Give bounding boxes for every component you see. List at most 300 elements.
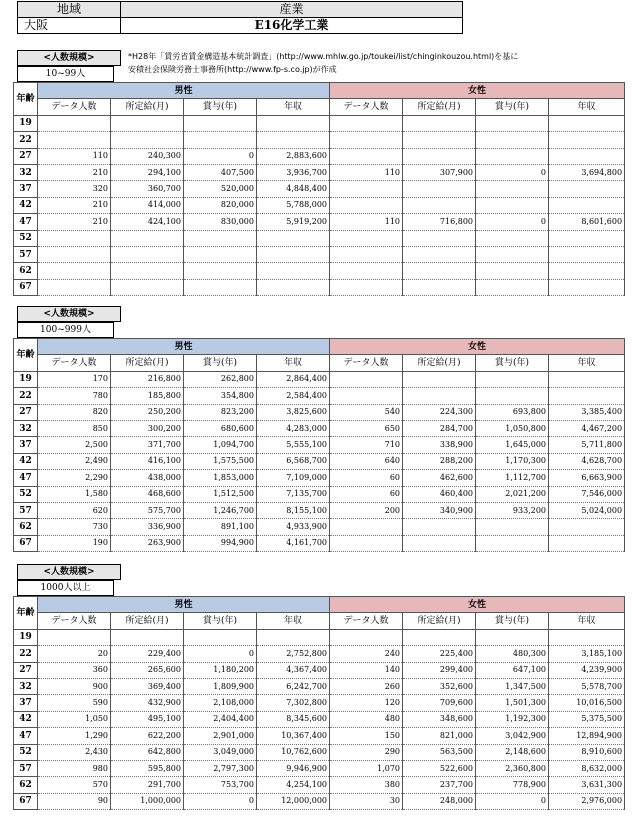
male-count-header: データ人数 [38,355,111,371]
age-cell: 67 [14,535,38,551]
female-value-cell [549,279,625,295]
age-cell: 47 [14,470,38,486]
male-value-cell: 2,108,000 [184,695,257,711]
table-row [14,711,625,727]
male-value-cell: 1,809,900 [184,678,257,694]
table-row [14,486,625,502]
male-bonus-header: 賞与(年) [184,99,257,115]
female-value-cell: 10,016,500 [549,695,625,711]
male-header: 男性 [38,339,330,355]
female-value-cell: 7,546,000 [549,486,625,502]
female-annual-header: 年収 [549,99,625,115]
male-value-cell: 190 [38,535,111,551]
female-value-cell: 60 [330,470,403,486]
female-value-cell [403,181,476,197]
male-value-cell: 850 [38,420,111,436]
female-value-cell [403,519,476,535]
female-value-cell: 0 [476,793,549,809]
female-value-cell [330,371,403,387]
female-annual-header: 年収 [549,613,625,629]
female-value-cell: 1,112,700 [476,470,549,486]
female-value-cell: 460,400 [403,486,476,502]
table-row [14,404,625,420]
male-value-cell: 994,900 [184,535,257,551]
male-value-cell [257,230,330,246]
table-row [14,728,625,744]
male-value-cell: 210 [38,214,111,230]
female-value-cell: 4,467,200 [549,420,625,436]
female-value-cell: 150 [330,728,403,744]
table-row [14,760,625,776]
male-value-cell: 320 [38,181,111,197]
male-value-cell: 1,094,700 [184,437,257,453]
female-value-cell [330,246,403,262]
female-value-cell [476,197,549,213]
female-value-cell: 3,694,800 [549,164,625,180]
age-cell: 47 [14,214,38,230]
salary-table-2 [13,596,625,810]
male-value-cell [184,230,257,246]
female-value-cell [476,535,549,551]
female-value-cell [403,115,476,131]
age-cell: 67 [14,793,38,809]
male-value-cell: 0 [184,793,257,809]
male-value-cell: 590 [38,695,111,711]
female-count-header: データ人数 [330,99,403,115]
female-value-cell: 480 [330,711,403,727]
table-row [14,744,625,760]
male-value-cell: 575,700 [111,502,184,518]
male-value-cell: 1,246,700 [184,502,257,518]
male-value-cell: 2,490 [38,453,111,469]
salary-table-0 [13,82,625,296]
female-value-cell: 340,900 [403,502,476,518]
age-cell: 19 [14,371,38,387]
male-value-cell: 7,109,000 [257,470,330,486]
table-row [14,646,625,662]
male-value-cell: 4,161,700 [257,535,330,551]
male-value-cell [257,279,330,295]
source-note-line1: *H28年「賃労省賃金構造基本統計調査」(http://www.mhlw.go.jp/toukei/list/chinginkouzou.html)を基に [128,52,519,61]
table-row [14,115,625,131]
female-value-cell: 12,894,900 [549,728,625,744]
male-value-cell: 780 [38,388,111,404]
female-value-cell [403,535,476,551]
female-value-cell: 237,700 [403,777,476,793]
female-value-cell [476,279,549,295]
male-value-cell: 495,100 [111,711,184,727]
female-value-cell [330,148,403,164]
size-title-1: <人数規模> [17,306,121,322]
region-industry-table [17,1,463,34]
male-value-cell: 185,800 [111,388,184,404]
male-value-cell [257,246,330,262]
male-value-cell: 414,000 [111,197,184,213]
male-value-cell [111,115,184,131]
male-value-cell: 4,848,400 [257,181,330,197]
male-value-cell [111,279,184,295]
male-value-cell: 595,800 [111,760,184,776]
male-value-cell: 0 [184,646,257,662]
female-value-cell: 288,200 [403,453,476,469]
female-value-cell: 8,601,600 [549,214,625,230]
table-row [14,453,625,469]
male-value-cell: 2,404,400 [184,711,257,727]
size-value-1: 100~999人 [17,322,114,338]
female-value-cell: 307,900 [403,164,476,180]
male-value-cell: 424,100 [111,214,184,230]
age-cell: 32 [14,678,38,694]
male-value-cell: 438,000 [111,470,184,486]
male-value-cell: 10,762,600 [257,744,330,760]
male-value-cell: 9,946,900 [257,760,330,776]
male-value-cell: 6,242,700 [257,678,330,694]
female-header: 女性 [330,83,625,99]
male-value-cell: 1,512,500 [184,486,257,502]
female-bonus-header: 賞与(年) [476,613,549,629]
female-value-cell [476,148,549,164]
male-value-cell [38,230,111,246]
male-value-cell: 360 [38,662,111,678]
female-value-cell: 5,711,800 [549,437,625,453]
female-value-cell [330,535,403,551]
female-value-cell: 110 [330,214,403,230]
age-cell: 27 [14,662,38,678]
table-row [14,420,625,436]
male-value-cell: 432,900 [111,695,184,711]
female-count-header: データ人数 [330,355,403,371]
female-value-cell: 3,185,100 [549,646,625,662]
female-value-cell [476,115,549,131]
female-value-cell: 60 [330,486,403,502]
female-value-cell: 3,385,400 [549,404,625,420]
male-value-cell: 2,864,400 [257,371,330,387]
female-value-cell: 290 [330,744,403,760]
female-salary-header: 所定給(月) [403,99,476,115]
table-row [14,437,625,453]
female-value-cell: 4,628,700 [549,453,625,469]
table-row [14,279,625,295]
female-salary-header: 所定給(月) [403,613,476,629]
female-value-cell: 2,360,800 [476,760,549,776]
female-value-cell: 540 [330,404,403,420]
male-value-cell: 4,283,000 [257,420,330,436]
table-row [14,197,625,213]
male-value-cell: 680,600 [184,420,257,436]
age-cell: 27 [14,148,38,164]
male-value-cell: 891,100 [184,519,257,535]
female-value-cell: 1,645,000 [476,437,549,453]
size-title-0: <人数規模> [17,50,121,66]
female-value-cell: 693,800 [476,404,549,420]
male-value-cell: 2,584,400 [257,388,330,404]
table-row [14,263,625,279]
male-value-cell: 2,797,300 [184,760,257,776]
female-value-cell [476,371,549,387]
female-value-cell: 380 [330,777,403,793]
male-value-cell [184,115,257,131]
female-value-cell [330,181,403,197]
female-value-cell [330,629,403,645]
female-value-cell [330,263,403,279]
male-value-cell: 1,050 [38,711,111,727]
male-value-cell [111,230,184,246]
age-header: 年齢 [14,83,38,116]
female-value-cell [330,388,403,404]
female-value-cell: 640 [330,453,403,469]
female-value-cell: 2,148,600 [476,744,549,760]
source-note-line2: 安積社会保険労務士事務所(http://www.fp-s.co.jp)が作成 [128,65,337,74]
female-salary-header: 所定給(月) [403,355,476,371]
age-cell: 57 [14,502,38,518]
size-value-2: 1000人以上 [17,580,114,596]
male-salary-header: 所定給(月) [111,613,184,629]
female-value-cell: 284,700 [403,420,476,436]
female-value-cell: 462,600 [403,470,476,486]
female-value-cell: 1,347,500 [476,678,549,694]
female-value-cell [403,148,476,164]
female-value-cell [549,535,625,551]
female-value-cell: 522,600 [403,760,476,776]
female-value-cell: 3,631,300 [549,777,625,793]
female-value-cell: 709,600 [403,695,476,711]
male-value-cell [184,132,257,148]
female-value-cell [476,132,549,148]
female-value-cell: 224,300 [403,404,476,420]
female-value-cell: 338,900 [403,437,476,453]
male-value-cell: 170 [38,371,111,387]
female-value-cell [330,279,403,295]
female-value-cell: 6,663,900 [549,470,625,486]
female-value-cell: 8,632,000 [549,760,625,776]
male-value-cell: 229,400 [111,646,184,662]
male-value-cell: 110 [38,148,111,164]
male-value-cell: 354,800 [184,388,257,404]
female-value-cell: 716,800 [403,214,476,230]
female-value-cell: 352,600 [403,678,476,694]
table-row [14,662,625,678]
male-value-cell: 2,752,800 [257,646,330,662]
female-value-cell [549,388,625,404]
age-cell: 22 [14,388,38,404]
female-value-cell [549,246,625,262]
female-value-cell [549,263,625,279]
female-value-cell [403,629,476,645]
age-header: 年齢 [14,339,38,372]
female-value-cell [403,132,476,148]
female-value-cell [476,181,549,197]
region-label: 地域 [18,2,121,18]
age-cell: 62 [14,519,38,535]
male-value-cell: 520,000 [184,181,257,197]
female-value-cell: 1,501,300 [476,695,549,711]
table-row [14,502,625,518]
female-value-cell: 248,000 [403,793,476,809]
female-value-cell [476,246,549,262]
male-value-cell [257,629,330,645]
male-value-cell [111,263,184,279]
female-value-cell [549,629,625,645]
female-value-cell: 4,239,900 [549,662,625,678]
female-value-cell [476,629,549,645]
female-value-cell [549,519,625,535]
age-cell: 37 [14,437,38,453]
female-value-cell: 225,400 [403,646,476,662]
female-value-cell: 1,050,800 [476,420,549,436]
age-cell: 19 [14,629,38,645]
female-value-cell: 120 [330,695,403,711]
male-value-cell: 3,825,600 [257,404,330,420]
male-count-header: データ人数 [38,99,111,115]
male-value-cell: 3,936,700 [257,164,330,180]
male-value-cell: 570 [38,777,111,793]
male-value-cell: 291,700 [111,777,184,793]
male-value-cell: 240,300 [111,148,184,164]
industry-value: E16化学工業 [121,18,463,34]
female-value-cell [549,132,625,148]
female-value-cell [330,230,403,246]
male-value-cell: 0 [184,148,257,164]
male-value-cell: 2,901,000 [184,728,257,744]
male-value-cell: 820,000 [184,197,257,213]
table-row [14,695,625,711]
female-value-cell [330,519,403,535]
female-header: 女性 [330,597,625,613]
female-value-cell: 2,021,200 [476,486,549,502]
male-value-cell [111,629,184,645]
table-row [14,793,625,809]
male-value-cell: 823,200 [184,404,257,420]
age-cell: 37 [14,181,38,197]
male-salary-header: 所定給(月) [111,355,184,371]
age-cell: 52 [14,230,38,246]
male-value-cell: 20 [38,646,111,662]
table-row [14,388,625,404]
male-value-cell: 4,933,900 [257,519,330,535]
male-value-cell [184,246,257,262]
source-note [128,50,518,76]
table-row [14,164,625,180]
female-value-cell: 1,192,300 [476,711,549,727]
age-cell: 67 [14,279,38,295]
male-bonus-header: 賞与(年) [184,613,257,629]
female-value-cell: 260 [330,678,403,694]
male-value-cell [184,279,257,295]
male-value-cell: 820 [38,404,111,420]
female-value-cell: 240 [330,646,403,662]
male-bonus-header: 賞与(年) [184,355,257,371]
age-cell: 22 [14,646,38,662]
female-value-cell: 5,375,500 [549,711,625,727]
male-value-cell: 2,290 [38,470,111,486]
male-header: 男性 [38,83,330,99]
male-value-cell: 5,555,100 [257,437,330,453]
salary-table-1 [13,338,625,552]
male-value-cell: 980 [38,760,111,776]
female-value-cell: 1,070 [330,760,403,776]
table-row [14,181,625,197]
male-value-cell: 2,500 [38,437,111,453]
female-value-cell [476,519,549,535]
age-cell: 19 [14,115,38,131]
age-cell: 47 [14,728,38,744]
male-value-cell: 416,100 [111,453,184,469]
age-header: 年齢 [14,597,38,630]
female-value-cell: 1,170,300 [476,453,549,469]
female-value-cell [549,181,625,197]
male-value-cell: 730 [38,519,111,535]
female-count-header: データ人数 [330,613,403,629]
female-value-cell [476,263,549,279]
male-value-cell: 8,345,600 [257,711,330,727]
female-value-cell: 0 [476,214,549,230]
female-value-cell [403,388,476,404]
male-value-cell: 262,800 [184,371,257,387]
male-header: 男性 [38,597,330,613]
male-value-cell: 1,580 [38,486,111,502]
female-value-cell: 2,976,000 [549,793,625,809]
male-value-cell: 250,200 [111,404,184,420]
male-value-cell [184,629,257,645]
female-value-cell: 710 [330,437,403,453]
male-value-cell [38,246,111,262]
male-value-cell [257,115,330,131]
female-value-cell: 299,400 [403,662,476,678]
table-row [14,535,625,551]
female-value-cell: 821,000 [403,728,476,744]
male-value-cell: 407,500 [184,164,257,180]
female-value-cell [403,371,476,387]
female-value-cell: 647,100 [476,662,549,678]
table-row [14,132,625,148]
male-value-cell [111,246,184,262]
male-annual-header: 年収 [257,613,330,629]
female-value-cell [549,371,625,387]
male-value-cell: 4,254,100 [257,777,330,793]
female-value-cell [549,148,625,164]
male-value-cell: 1,180,200 [184,662,257,678]
female-value-cell [330,197,403,213]
age-cell: 57 [14,246,38,262]
industry-label: 産業 [121,2,463,18]
male-value-cell: 830,000 [184,214,257,230]
female-value-cell: 480,300 [476,646,549,662]
male-value-cell: 1,000,000 [111,793,184,809]
age-cell: 42 [14,711,38,727]
table-row [14,519,625,535]
female-value-cell: 0 [476,164,549,180]
size-title-2: <人数規模> [17,564,121,580]
female-bonus-header: 賞与(年) [476,355,549,371]
male-value-cell: 5,788,000 [257,197,330,213]
age-cell: 32 [14,164,38,180]
male-value-cell [257,132,330,148]
male-value-cell: 10,367,400 [257,728,330,744]
age-cell: 62 [14,777,38,793]
female-value-cell: 348,600 [403,711,476,727]
male-annual-header: 年収 [257,99,330,115]
female-value-cell [403,246,476,262]
male-value-cell [257,263,330,279]
male-value-cell [38,279,111,295]
male-value-cell: 210 [38,164,111,180]
male-value-cell: 7,302,800 [257,695,330,711]
male-value-cell: 2,883,600 [257,148,330,164]
male-value-cell: 265,600 [111,662,184,678]
age-cell: 32 [14,420,38,436]
female-value-cell [549,230,625,246]
female-value-cell: 778,900 [476,777,549,793]
